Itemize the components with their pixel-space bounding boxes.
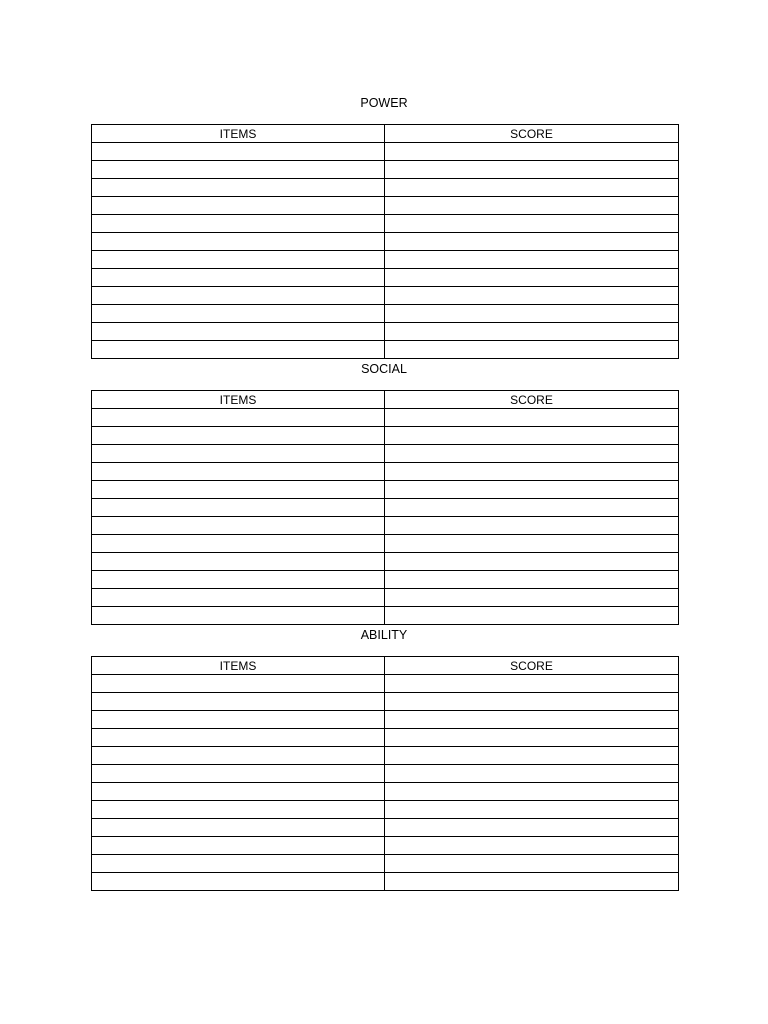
score-cell[interactable] <box>385 607 679 625</box>
table-row <box>92 215 679 233</box>
table-row <box>92 251 679 269</box>
table-row <box>92 873 679 891</box>
column-header-score: SCORE <box>385 657 679 675</box>
table-row <box>92 517 679 535</box>
score-cell[interactable] <box>385 517 679 535</box>
table-body <box>92 675 679 891</box>
table-row <box>92 233 679 251</box>
score-cell[interactable] <box>385 675 679 693</box>
items-cell[interactable] <box>92 445 385 463</box>
score-cell[interactable] <box>385 589 679 607</box>
score-cell[interactable] <box>385 711 679 729</box>
score-cell[interactable] <box>385 693 679 711</box>
column-header-score: SCORE <box>385 391 679 409</box>
column-header-score: SCORE <box>385 125 679 143</box>
table-row <box>92 409 679 427</box>
table-row <box>92 463 679 481</box>
score-cell[interactable] <box>385 463 679 481</box>
social-table <box>91 390 679 625</box>
table-row <box>92 553 679 571</box>
items-cell[interactable] <box>92 747 385 765</box>
table-row <box>92 855 679 873</box>
items-cell[interactable] <box>92 801 385 819</box>
items-cell[interactable] <box>92 409 385 427</box>
items-cell[interactable] <box>92 517 385 535</box>
table-row <box>92 341 679 359</box>
score-cell[interactable] <box>385 287 679 305</box>
table-row <box>92 675 679 693</box>
score-cell[interactable] <box>385 747 679 765</box>
table-row <box>92 589 679 607</box>
items-cell[interactable] <box>92 499 385 517</box>
items-cell[interactable] <box>92 197 385 215</box>
score-cell[interactable] <box>385 765 679 783</box>
items-cell[interactable] <box>92 729 385 747</box>
items-cell[interactable] <box>92 571 385 589</box>
score-cell[interactable] <box>385 179 679 197</box>
table-row <box>92 571 679 589</box>
table-row <box>92 801 679 819</box>
power-table <box>91 124 679 359</box>
score-cell[interactable] <box>385 571 679 589</box>
score-cell[interactable] <box>385 341 679 359</box>
table-row <box>92 747 679 765</box>
ability-table <box>91 656 679 891</box>
items-cell[interactable] <box>92 161 385 179</box>
items-cell[interactable] <box>92 427 385 445</box>
items-cell[interactable] <box>92 463 385 481</box>
table-header-row <box>92 657 679 675</box>
score-cell[interactable] <box>385 535 679 553</box>
score-cell[interactable] <box>385 269 679 287</box>
items-cell[interactable] <box>92 675 385 693</box>
table-row <box>92 783 679 801</box>
items-cell[interactable] <box>92 215 385 233</box>
table-row <box>92 765 679 783</box>
items-cell[interactable] <box>92 607 385 625</box>
items-cell[interactable] <box>92 323 385 341</box>
table-row <box>92 161 679 179</box>
score-cell[interactable] <box>385 143 679 161</box>
score-cell[interactable] <box>385 251 679 269</box>
column-header-items: ITEMS <box>92 391 385 409</box>
table-row <box>92 305 679 323</box>
table-row <box>92 323 679 341</box>
score-cell[interactable] <box>385 729 679 747</box>
items-cell[interactable] <box>92 481 385 499</box>
items-cell[interactable] <box>92 233 385 251</box>
score-cell[interactable] <box>385 499 679 517</box>
table-row <box>92 481 679 499</box>
table-row <box>92 535 679 553</box>
score-cell[interactable] <box>385 445 679 463</box>
score-cell[interactable] <box>385 409 679 427</box>
items-cell[interactable] <box>92 287 385 305</box>
table-header-row <box>92 125 679 143</box>
table-row <box>92 819 679 837</box>
table-row <box>92 179 679 197</box>
items-cell[interactable] <box>92 305 385 323</box>
items-cell[interactable] <box>92 873 385 891</box>
items-cell[interactable] <box>92 819 385 837</box>
table-header-row <box>92 391 679 409</box>
items-cell[interactable] <box>92 837 385 855</box>
table-body <box>92 409 679 625</box>
table-row <box>92 445 679 463</box>
table-row <box>92 269 679 287</box>
items-cell[interactable] <box>92 783 385 801</box>
score-cell[interactable] <box>385 819 679 837</box>
column-header-items: ITEMS <box>92 657 385 675</box>
table-row <box>92 711 679 729</box>
column-header-items: ITEMS <box>92 125 385 143</box>
score-cell[interactable] <box>385 855 679 873</box>
items-cell[interactable] <box>92 765 385 783</box>
items-cell[interactable] <box>92 341 385 359</box>
score-cell[interactable] <box>385 323 679 341</box>
score-cell[interactable] <box>385 481 679 499</box>
table-row <box>92 427 679 445</box>
items-cell[interactable] <box>92 589 385 607</box>
items-cell[interactable] <box>92 553 385 571</box>
table-row <box>92 499 679 517</box>
table-row <box>92 607 679 625</box>
score-cell[interactable] <box>385 783 679 801</box>
score-cell[interactable] <box>385 197 679 215</box>
score-cell[interactable] <box>385 837 679 855</box>
table-row <box>92 837 679 855</box>
items-cell[interactable] <box>92 693 385 711</box>
items-cell[interactable] <box>92 251 385 269</box>
items-cell[interactable] <box>92 855 385 873</box>
items-cell[interactable] <box>92 143 385 161</box>
score-cell[interactable] <box>385 161 679 179</box>
score-cell[interactable] <box>385 801 679 819</box>
items-cell[interactable] <box>92 535 385 553</box>
score-cell[interactable] <box>385 233 679 251</box>
table-row <box>92 197 679 215</box>
table-body <box>92 143 679 359</box>
items-cell[interactable] <box>92 179 385 197</box>
score-cell[interactable] <box>385 873 679 891</box>
table-row <box>92 729 679 747</box>
items-cell[interactable] <box>92 269 385 287</box>
score-cell[interactable] <box>385 553 679 571</box>
score-cell[interactable] <box>385 305 679 323</box>
section-title-power: POWER <box>360 96 408 110</box>
score-cell[interactable] <box>385 215 679 233</box>
table-row <box>92 693 679 711</box>
table-row <box>92 287 679 305</box>
section-title-social: SOCIAL <box>361 362 407 376</box>
table-row <box>92 143 679 161</box>
score-cell[interactable] <box>385 427 679 445</box>
items-cell[interactable] <box>92 711 385 729</box>
section-title-ability: ABILITY <box>360 628 408 642</box>
